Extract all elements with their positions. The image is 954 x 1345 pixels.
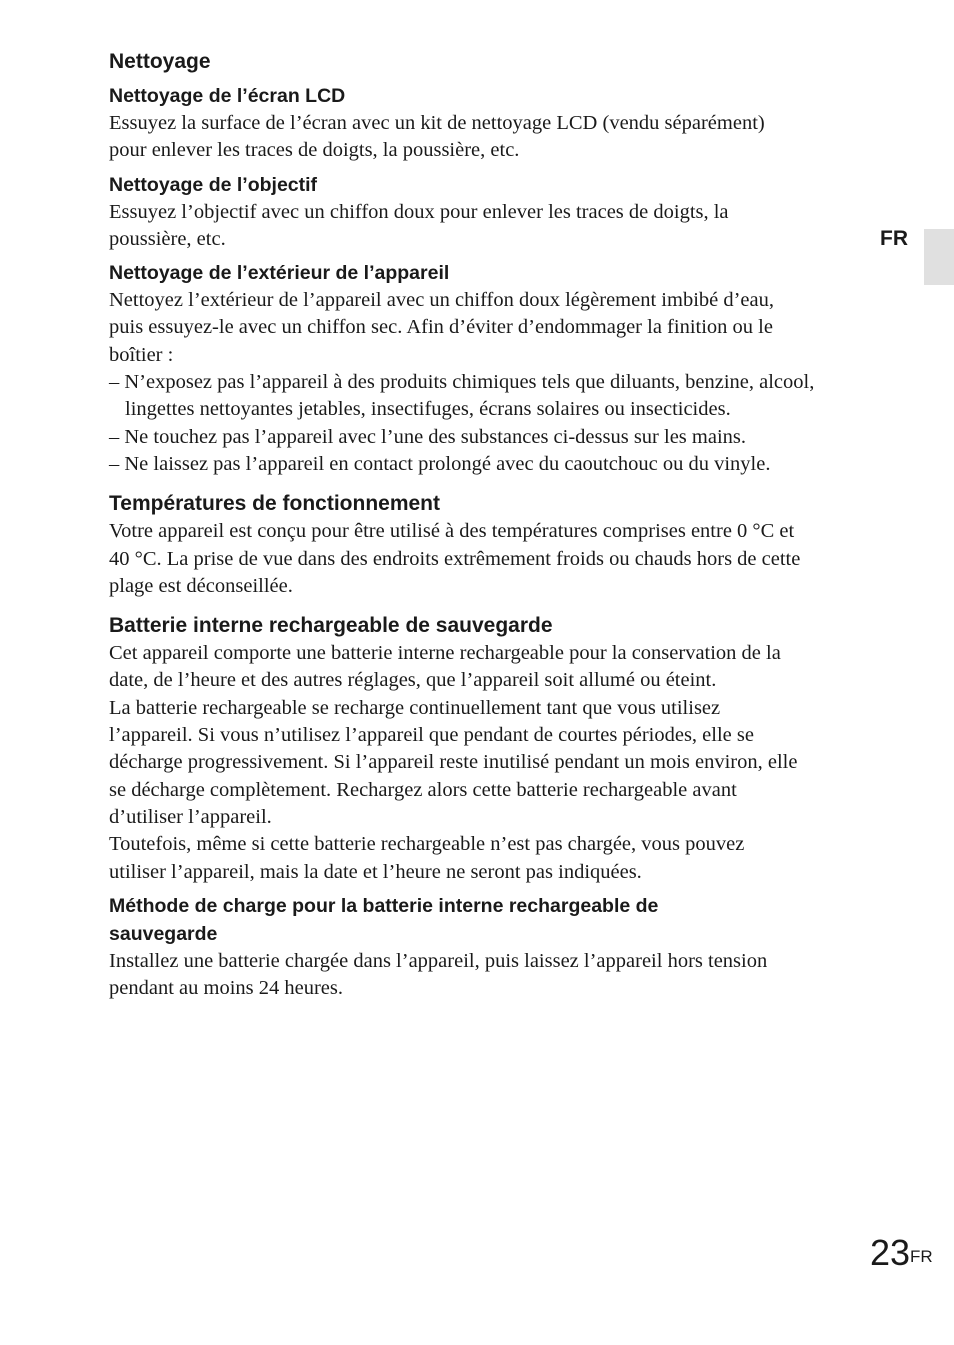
paragraph-line: utiliser l’appareil, mais la date et l’heure ne seront pas indiquées.: [109, 860, 642, 883]
subsection-title-objectif: Nettoyage de l’objectif: [109, 173, 318, 196]
paragraph-line: Essuyez l’objectif avec un chiffon doux pour enlever les traces de doigts, la: [109, 200, 729, 223]
language-tab-marker: [924, 229, 954, 285]
page-content: [109, 48, 869, 1002]
list-item: – N’exposez pas l’appareil à des produits chimiques tels que diluants, benzine, alcool, lingettes nettoyantes jetables, insectifuges, écrans solaires ou insecticides.: [109, 371, 815, 421]
paragraph-line: Votre appareil est conçu pour être utilisé à des températures comprises entre 0 °C et: [109, 520, 795, 543]
page-number-value: 23: [870, 1232, 911, 1273]
section-title-batterie: Batterie interne rechargeable de sauvegarde: [109, 614, 553, 638]
section-title-temperatures: Températures de fonctionnement: [109, 492, 440, 516]
page-number-suffix: FR: [910, 1247, 933, 1266]
subsection-title-lcd: Nettoyage de l’écran LCD: [109, 85, 346, 107]
paragraph-line: Installez une batterie chargée dans l’appareil, puis laissez l’appareil hors tension: [109, 949, 768, 972]
paragraph-line: puis essuyez-le avec un chiffon sec. Afin d’éviter d’endommager la finition ou le: [109, 316, 773, 339]
paragraph-line: Toutefois, même si cette batterie rechargeable n’est pas chargée, vous pouvez: [109, 833, 745, 856]
paragraph-line: Cet appareil comporte une batterie interne rechargeable pour la conservation de la: [109, 642, 781, 665]
section-title-nettoyage: Nettoyage: [109, 50, 211, 73]
paragraph-line: se décharge complètement. Rechargez alors cette batterie rechargeable avant: [109, 778, 737, 801]
subsection-title-methode: Méthode de charge pour la batterie interne rechargeable de: [109, 894, 659, 917]
paragraph-line: d’utiliser l’appareil.: [109, 805, 272, 828]
language-tab-label: FR: [880, 227, 908, 250]
paragraph-line: pour enlever les traces de doigts, la poussière, etc.: [109, 139, 520, 162]
paragraph-line: boîtier :: [109, 343, 174, 366]
paragraph-line: La batterie rechargeable se recharge continuellement tant que vous utilisez: [109, 696, 721, 719]
paragraph-line: poussière, etc.: [109, 227, 226, 250]
paragraph-line: plage est déconseillée.: [109, 574, 293, 597]
paragraph-line: Essuyez la surface de l’écran avec un kit de nettoyage LCD (vendu séparément): [109, 112, 765, 134]
page-number: [870, 1233, 933, 1281]
paragraph-line: date, de l’heure et des autres réglages, que l’appareil soit allumé ou éteint.: [109, 669, 717, 692]
list-item: – Ne laissez pas l’appareil en contact prolongé avec du caoutchouc ou du vinyle.: [109, 452, 771, 475]
paragraph-line: l’appareil. Si vous n’utilisez l’appareil que pendant de courtes périodes, elle se: [109, 724, 754, 747]
list-item: – Ne touchez pas l’appareil avec l’une des substances ci-dessus sur les mains.: [109, 425, 747, 448]
paragraph-line: 40 °C. La prise de vue dans des endroits extrêmement froids ou chauds hors de cette: [109, 547, 801, 570]
subsection-title-exterieur: Nettoyage de l’extérieur de l’appareil: [109, 262, 450, 285]
paragraph-line: décharge progressivement. Si l’appareil reste inutilisé pendant un mois environ, elle: [109, 751, 798, 774]
paragraph-line: Nettoyez l’extérieur de l’appareil avec un chiffon doux légèrement imbibé d’eau,: [109, 289, 775, 312]
subsection-title-methode-cont: sauvegarde: [109, 922, 218, 945]
paragraph-line: pendant au moins 24 heures.: [109, 977, 343, 1000]
